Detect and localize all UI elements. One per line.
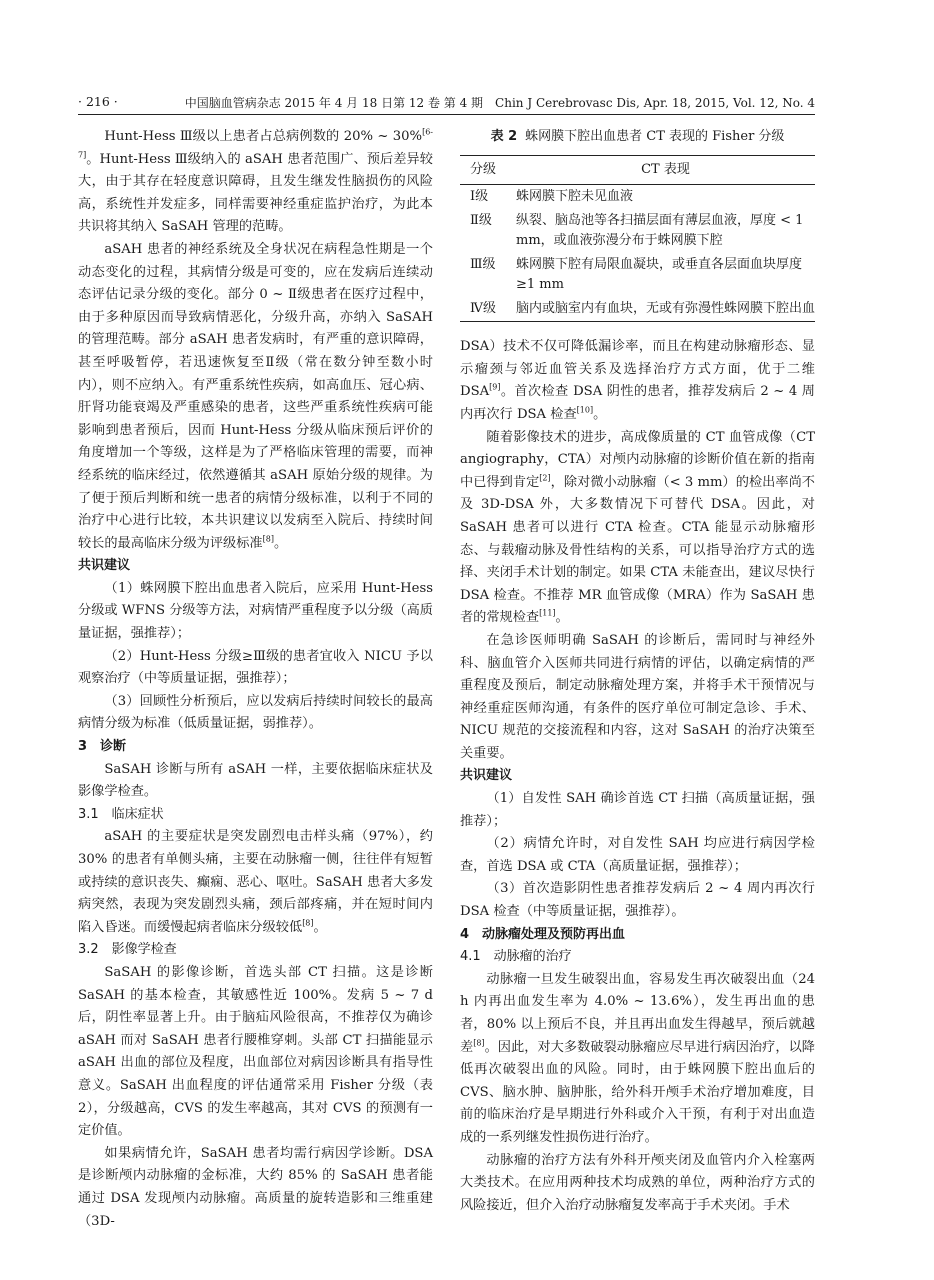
consensus-item: （3）首次造影阴性患者推荐发病后 2 ~ 4 周内再次行 DSA 检查（中等质量证据，强推荐）。 — [460, 881, 815, 920]
right-column — [460, 126, 815, 1217]
citation: [11] — [539, 608, 556, 618]
table-row: Ⅰ级 蛛网膜下腔未见血液 — [470, 189, 634, 205]
citation: [8] — [473, 1038, 485, 1048]
paragraph: SaSAH 诊断与所有 aSAH 一样，主要依据临床症状及影像学检查。 — [78, 761, 433, 800]
consensus-heading: 共识建议 — [78, 558, 131, 574]
paragraph: Hunt-Hess Ⅲ级以上患者占总病例数的 20% ~ 30%[6-7]。Hunt-Hess Ⅲ级纳入的 aSAH 患者范围广、预后差异较大，由于其存在轻度意识障碍，且发生继发性脑损伤的风险高，系统性并发症多，同样需要神经重症监护治疗，为此本共识将其纳入 SaSAH 管理的范畴。 — [78, 127, 433, 235]
section-heading: 4 动脉瘤处理及预防再出血 — [460, 926, 626, 942]
citation: [10] — [576, 405, 594, 415]
fisher-table — [460, 126, 815, 322]
paragraph: 随着影像技术的进步，高成像质量的 CT 血管成像（CT angiography，CTA）对颅内动脉瘤的诊断价值在新的指南中已得到肯定[2]，除对微小动脉瘤（< 3 mm）的检出率尚不及 3D-DSA 外，大多数情况下可替代 DSA。因此，对 SaSAH 患者可以进行 CTA 检查。CTA 能显示动脉瘤形态、与载瘤动脉及骨性结构的关系，可以指导治疗方式的选择、夹闭手术计划的制定。如果 CTA 未能查出，建议尽快行 DSA 检查。不推荐 MR 血管成像（MRA）作为 SaSAH 患者的常规检查[11]。 — [460, 429, 815, 626]
citation: [8] — [302, 918, 314, 928]
paragraph: aSAH 的主要症状是突发剧烈电击样头痛（97%），约 30% 的患者有单侧头痛，主要在动脉瘤一侧，往往伴有短暂或持续的意识丧失、癫痫、恶心、呕吐。SaSAH 患者大多发病突然，表现为突发剧烈头痛，颈后部疼痛，并在短时间内陷入昏迷。而缓慢起病者临床分级较低[8]。 — [78, 829, 433, 935]
subsection-heading: 4.1 动脉瘤的治疗 — [460, 949, 572, 965]
table-title: 表 2 蛛网膜下腔出血患者 CT 表现的 Fisher 分级 — [490, 129, 785, 144]
table — [460, 155, 815, 323]
consensus-item: （1）自发性 SAH 确诊首选 CT 扫描（高质量证据，强推荐）； — [460, 791, 815, 829]
consensus-item: （2）病情允许时，对自发性 SAH 均应进行病因学检查，首选 DSA 或 CTA（高质量证据，强推荐）； — [460, 836, 815, 874]
citation: [9] — [489, 382, 501, 392]
consensus-item: （1）蛛网膜下腔出血患者入院后，应采用 Hunt-Hess 分级或 WFNS 分级等方法，对病情严重程度予以分级（高质量证据，强推荐）； — [78, 580, 433, 642]
consensus-heading: 共识建议 — [460, 768, 513, 784]
running-header — [78, 92, 815, 115]
table-row: Ⅳ级 脑内或脑室内有血块，无或有弥漫性蛛网膜下腔出血 — [460, 297, 815, 322]
paragraph: aSAH 患者的神经系统及全身状况在病程急性期是一个动态变化的过程，其病情分级是可变的，应在发病后连续动态评估记录分级的变化。部分 0 ~ Ⅱ级患者在医疗过程中，由于多种原因而导致病情恶化，分级升高，亦纳入 SaSAH 的管理范畴。部分 aSAH 患者发病时，有严重的意识障碍，甚至呼吸暂停，若迅速恢复至Ⅱ级（常在数分钟至数小时内），则不应纳入。有严重系统性疾病，如高血压、冠心病、肝肾功能衰竭及严重感染的患者，这些严重系统性疾病可能影响到患者预后，因而 Hunt-Hess 分级从临床预后评价的角度增加一个等级，这样是为了严格临床管理的需要，而神经系统的临床经过，依然遵循其 aSAH 原始分级的规律。为了便于预后判断和统一患者的病情分级标准，以利于不同的治疗中心进行比较，本共识建议以发病至入院后、持续时间较长的最高临床分级为评级标准[8]。 — [78, 241, 433, 551]
journal-citation: 中国脑血管病杂志 2015 年 4 月 18 日第 12 卷 第 4 期 Chin J Cerebrovasc Dis, Apr. 18, 2015, Vol. 12, No. 4 — [184, 96, 815, 110]
subsection-heading: 3.1 临床症状 — [78, 806, 164, 822]
paragraph: SaSAH 的影像诊断，首选头部 CT 扫描。这是诊断 SaSAH 的基本检查，其敏感性近 100%。发病 5 ~ 7 d 后，阴性率显著上升。由于脑疝风险很高，不推荐仅为确诊 aSAH 而对 SaSAH 患者行腰椎穿刺。头部 CT 扫描能显示 aSAH 出血的部位及程度，出血部位对病因诊断具有指导性意义。SaSAH 出血程度的评估通常采用 Fisher 分级（表 2），分级越高，CVS 的发生率越高，其对 CVS 的预测有一定价值。 — [78, 964, 433, 1139]
paragraph: DSA）技术不仅可降低漏诊率，而且在构建动脉瘤形态、显示瘤颈与邻近血管关系及选择治疗方式方面，优于二维 DSA[9]。首次检查 DSA 阴性的患者，推荐发病后 2 ~ 4 周内再次行 DSA 检查[10]。 — [460, 339, 815, 422]
consensus-item: （2）Hunt-Hess 分级≥Ⅲ级的患者宜收入 NICU 予以观察治疗（中等质量证据，强推荐）； — [78, 648, 433, 687]
paragraph: 动脉瘤一旦发生破裂出血，容易发生再次破裂出血（24 h 内再出血发生率为 4.0% ~ 13.6%），发生再出血的患者，80% 以上预后不良，并且再出血发生得越早，预后就越差[8]。因此，对大多数破裂动脉瘤应尽早进行病因治疗，以降低再次破裂出血的风险。同时，由于蛛网膜下腔出血后的 CVS、脑水肿、脑肿胀，给外科开颅手术治疗增加难度，目前的临床治疗是早期进行外科或介入干预，有利于对出血造成的一系列继发性损伤进行治疗。 — [460, 971, 815, 1145]
citation: [2] — [539, 473, 551, 483]
left-column — [78, 126, 433, 1233]
section-heading: 3 诊断 — [78, 739, 127, 755]
subsection-heading: 3.2 影像学检查 — [78, 942, 177, 958]
consensus-item: （3）回顾性分析预后，应以发病后持续时间较长的最高病情分级为标准（低质量证据，弱推荐）。 — [78, 693, 433, 732]
table-row: Ⅱ级 纵裂、脑岛池等各扫描层面有薄层血液，厚度 < 1 mm，或血液弥漫分布于蛛网膜下腔 — [470, 213, 804, 249]
page-number: · 216 · — [78, 94, 118, 109]
table-header-ct: CT 表现 — [516, 155, 815, 185]
table-header-grade: 分级 — [460, 155, 516, 185]
table-row: Ⅲ级 蛛网膜下腔有局限血凝块，或垂直各层面血块厚度≥1 mm — [470, 257, 803, 293]
paragraph: 动脉瘤的治疗方法有外科开颅夹闭及血管内介入栓塞两大类技术。在应用两种技术均成熟的单位，两种治疗方式的风险接近，但介入治疗动脉瘤复发率高于手术夹闭。手术 — [460, 1152, 815, 1213]
paragraph: 在急诊医师明确 SaSAH 的诊断后，需同时与神经外科、脑血管介入医师共同进行病情的评估，以确定病情的严重程度及预后，制定动脉瘤处理方案，并将手术干预情况与神经重症医师沟通，有条件的医疗单位可制定急诊、手术、NICU 规范的交接流程和内容，这对 SaSAH 的治疗决策至关重要。 — [460, 632, 815, 761]
citation: [8] — [262, 534, 274, 544]
paragraph: 如果病情允许，SaSAH 患者均需行病因学诊断。DSA 是诊断颅内动脉瘤的金标准，大约 85% 的 SaSAH 患者能通过 DSA 发现颅内动脉瘤。高质量的旋转造影和三维重建（3D- — [78, 1145, 433, 1229]
citation: [6-7] — [78, 127, 433, 160]
